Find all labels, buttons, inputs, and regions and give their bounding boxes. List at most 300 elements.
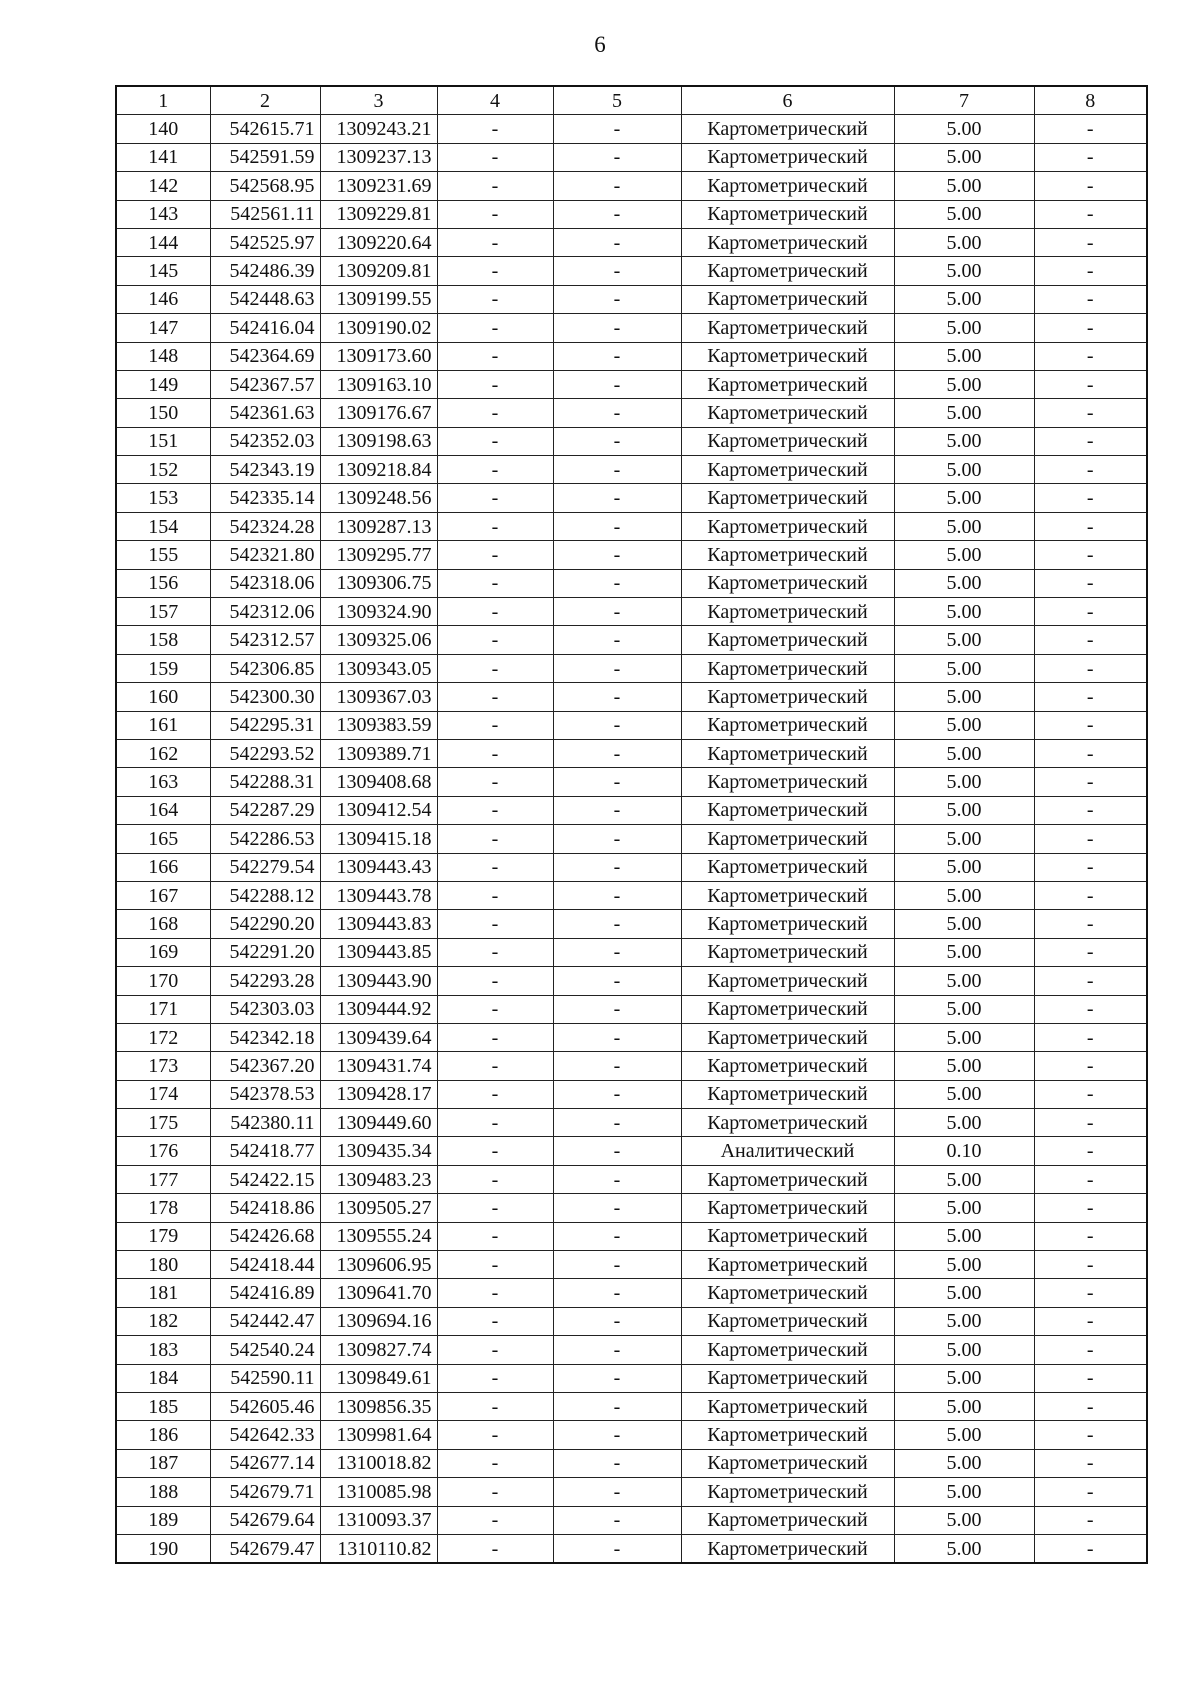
table-row (116, 1109, 1147, 1137)
y-coordinate-cell: 1309190.02 (320, 314, 437, 342)
method-cell: Картометрический (681, 1336, 894, 1364)
x-coordinate-cell: 542306.85 (210, 654, 320, 682)
y-coordinate-cell: 1309415.18 (320, 825, 437, 853)
point-number-cell: 172 (116, 1023, 210, 1051)
col5-cell: - (553, 881, 681, 909)
col8-cell: - (1034, 1165, 1147, 1193)
method-cell: Картометрический (681, 1279, 894, 1307)
col5-cell: - (553, 115, 681, 143)
accuracy-cell: 5.00 (894, 1052, 1034, 1080)
method-cell: Картометрический (681, 257, 894, 285)
col4-cell: - (437, 995, 553, 1023)
col4-cell: - (437, 1534, 553, 1563)
y-coordinate-cell: 1310018.82 (320, 1449, 437, 1477)
accuracy-cell: 5.00 (894, 768, 1034, 796)
point-number-cell: 143 (116, 200, 210, 228)
table-row (116, 427, 1147, 455)
col8-cell: - (1034, 1137, 1147, 1165)
col5-cell: - (553, 711, 681, 739)
col8-cell: - (1034, 1506, 1147, 1534)
x-coordinate-cell: 542416.89 (210, 1279, 320, 1307)
accuracy-cell: 5.00 (894, 1336, 1034, 1364)
accuracy-cell: 5.00 (894, 172, 1034, 200)
coordinates-table (115, 85, 1148, 1564)
method-cell: Картометрический (681, 1165, 894, 1193)
point-number-cell: 174 (116, 1080, 210, 1108)
col8-cell: - (1034, 1534, 1147, 1563)
method-cell: Картометрический (681, 796, 894, 824)
col8-cell: - (1034, 427, 1147, 455)
point-number-cell: 156 (116, 569, 210, 597)
col8-cell: - (1034, 172, 1147, 200)
y-coordinate-cell: 1309641.70 (320, 1279, 437, 1307)
table-row (116, 1222, 1147, 1250)
x-coordinate-cell: 542561.11 (210, 200, 320, 228)
y-coordinate-cell: 1309449.60 (320, 1109, 437, 1137)
accuracy-cell: 5.00 (894, 1421, 1034, 1449)
y-coordinate-cell: 1309367.03 (320, 683, 437, 711)
accuracy-cell: 5.00 (894, 1194, 1034, 1222)
col4-cell: - (437, 1165, 553, 1193)
col5-cell: - (553, 626, 681, 654)
col5-cell: - (553, 995, 681, 1023)
col4-cell: - (437, 1080, 553, 1108)
col8-cell: - (1034, 1194, 1147, 1222)
point-number-cell: 178 (116, 1194, 210, 1222)
table-row (116, 1023, 1147, 1051)
accuracy-cell: 5.00 (894, 910, 1034, 938)
x-coordinate-cell: 542677.14 (210, 1449, 320, 1477)
col5-cell: - (553, 967, 681, 995)
y-coordinate-cell: 1309443.43 (320, 853, 437, 881)
y-coordinate-cell: 1310093.37 (320, 1506, 437, 1534)
point-number-cell: 142 (116, 172, 210, 200)
x-coordinate-cell: 542295.31 (210, 711, 320, 739)
column-header: 3 (320, 86, 437, 115)
col4-cell: - (437, 1052, 553, 1080)
x-coordinate-cell: 542279.54 (210, 853, 320, 881)
y-coordinate-cell: 1309229.81 (320, 200, 437, 228)
method-cell: Картометрический (681, 541, 894, 569)
method-cell: Картометрический (681, 1421, 894, 1449)
column-header: 4 (437, 86, 553, 115)
col8-cell: - (1034, 1109, 1147, 1137)
y-coordinate-cell: 1309306.75 (320, 569, 437, 597)
col8-cell: - (1034, 1478, 1147, 1506)
col8-cell: - (1034, 143, 1147, 171)
col4-cell: - (437, 541, 553, 569)
col8-cell: - (1034, 1421, 1147, 1449)
col5-cell: - (553, 342, 681, 370)
col4-cell: - (437, 115, 553, 143)
method-cell: Картометрический (681, 1251, 894, 1279)
col5-cell: - (553, 1336, 681, 1364)
table-row (116, 995, 1147, 1023)
col8-cell: - (1034, 1052, 1147, 1080)
col8-cell: - (1034, 654, 1147, 682)
point-number-cell: 161 (116, 711, 210, 739)
method-cell: Картометрический (681, 739, 894, 767)
table-row (116, 1137, 1147, 1165)
col8-cell: - (1034, 399, 1147, 427)
y-coordinate-cell: 1309444.92 (320, 995, 437, 1023)
col8-cell: - (1034, 1307, 1147, 1335)
col8-cell: - (1034, 541, 1147, 569)
point-number-cell: 149 (116, 370, 210, 398)
column-header: 5 (553, 86, 681, 115)
table-row (116, 1194, 1147, 1222)
accuracy-cell: 5.00 (894, 456, 1034, 484)
y-coordinate-cell: 1309483.23 (320, 1165, 437, 1193)
point-number-cell: 145 (116, 257, 210, 285)
method-cell: Картометрический (681, 825, 894, 853)
point-number-cell: 181 (116, 1279, 210, 1307)
x-coordinate-cell: 542568.95 (210, 172, 320, 200)
table-row (116, 881, 1147, 909)
y-coordinate-cell: 1309439.64 (320, 1023, 437, 1051)
x-coordinate-cell: 542291.20 (210, 938, 320, 966)
y-coordinate-cell: 1309443.83 (320, 910, 437, 938)
col5-cell: - (553, 427, 681, 455)
point-number-cell: 185 (116, 1392, 210, 1420)
col8-cell: - (1034, 626, 1147, 654)
col5-cell: - (553, 569, 681, 597)
accuracy-cell: 5.00 (894, 569, 1034, 597)
y-coordinate-cell: 1309325.06 (320, 626, 437, 654)
y-coordinate-cell: 1309412.54 (320, 796, 437, 824)
accuracy-cell: 5.00 (894, 711, 1034, 739)
col8-cell: - (1034, 1336, 1147, 1364)
table-row (116, 1336, 1147, 1364)
col4-cell: - (437, 257, 553, 285)
col4-cell: - (437, 1251, 553, 1279)
y-coordinate-cell: 1309198.63 (320, 427, 437, 455)
table-row (116, 1478, 1147, 1506)
table-header-row (116, 86, 1147, 115)
x-coordinate-cell: 542335.14 (210, 484, 320, 512)
method-cell: Картометрический (681, 1109, 894, 1137)
col4-cell: - (437, 200, 553, 228)
method-cell: Картометрический (681, 711, 894, 739)
method-cell: Картометрический (681, 200, 894, 228)
x-coordinate-cell: 542288.31 (210, 768, 320, 796)
x-coordinate-cell: 542293.52 (210, 739, 320, 767)
accuracy-cell: 5.00 (894, 825, 1034, 853)
accuracy-cell: 5.00 (894, 115, 1034, 143)
y-coordinate-cell: 1309209.81 (320, 257, 437, 285)
col8-cell: - (1034, 512, 1147, 540)
point-number-cell: 169 (116, 938, 210, 966)
accuracy-cell: 5.00 (894, 1251, 1034, 1279)
point-number-cell: 183 (116, 1336, 210, 1364)
y-coordinate-cell: 1309220.64 (320, 228, 437, 256)
col4-cell: - (437, 484, 553, 512)
col8-cell: - (1034, 598, 1147, 626)
col4-cell: - (437, 399, 553, 427)
column-header: 6 (681, 86, 894, 115)
table-row (116, 1392, 1147, 1420)
col8-cell: - (1034, 881, 1147, 909)
method-cell: Картометрический (681, 654, 894, 682)
point-number-cell: 166 (116, 853, 210, 881)
y-coordinate-cell: 1309443.85 (320, 938, 437, 966)
accuracy-cell: 5.00 (894, 683, 1034, 711)
point-number-cell: 176 (116, 1137, 210, 1165)
point-number-cell: 162 (116, 739, 210, 767)
x-coordinate-cell: 542286.53 (210, 825, 320, 853)
point-number-cell: 163 (116, 768, 210, 796)
method-cell: Картометрический (681, 881, 894, 909)
table-row (116, 1251, 1147, 1279)
col5-cell: - (553, 143, 681, 171)
col8-cell: - (1034, 1080, 1147, 1108)
x-coordinate-cell: 542590.11 (210, 1364, 320, 1392)
y-coordinate-cell: 1309243.21 (320, 115, 437, 143)
col5-cell: - (553, 910, 681, 938)
col8-cell: - (1034, 683, 1147, 711)
col5-cell: - (553, 172, 681, 200)
method-cell: Картометрический (681, 1080, 894, 1108)
x-coordinate-cell: 542418.77 (210, 1137, 320, 1165)
x-coordinate-cell: 542605.46 (210, 1392, 320, 1420)
method-cell: Картометрический (681, 143, 894, 171)
accuracy-cell: 5.00 (894, 853, 1034, 881)
col5-cell: - (553, 1421, 681, 1449)
table-row (116, 825, 1147, 853)
table-row (116, 370, 1147, 398)
y-coordinate-cell: 1309324.90 (320, 598, 437, 626)
column-header: 2 (210, 86, 320, 115)
accuracy-cell: 5.00 (894, 512, 1034, 540)
table-row (116, 853, 1147, 881)
x-coordinate-cell: 542293.28 (210, 967, 320, 995)
x-coordinate-cell: 542615.71 (210, 115, 320, 143)
col5-cell: - (553, 1364, 681, 1392)
point-number-cell: 155 (116, 541, 210, 569)
x-coordinate-cell: 542288.12 (210, 881, 320, 909)
accuracy-cell: 5.00 (894, 938, 1034, 966)
col4-cell: - (437, 881, 553, 909)
y-coordinate-cell: 1309408.68 (320, 768, 437, 796)
table-row (116, 228, 1147, 256)
table-row (116, 598, 1147, 626)
accuracy-cell: 5.00 (894, 1534, 1034, 1563)
accuracy-cell: 5.00 (894, 1449, 1034, 1477)
col8-cell: - (1034, 739, 1147, 767)
col5-cell: - (553, 1506, 681, 1534)
col8-cell: - (1034, 484, 1147, 512)
point-number-cell: 144 (116, 228, 210, 256)
col4-cell: - (437, 1194, 553, 1222)
col4-cell: - (437, 569, 553, 597)
y-coordinate-cell: 1309435.34 (320, 1137, 437, 1165)
table-row (116, 967, 1147, 995)
x-coordinate-cell: 542303.03 (210, 995, 320, 1023)
point-number-cell: 171 (116, 995, 210, 1023)
col8-cell: - (1034, 1251, 1147, 1279)
method-cell: Аналитический (681, 1137, 894, 1165)
col5-cell: - (553, 768, 681, 796)
col8-cell: - (1034, 711, 1147, 739)
accuracy-cell: 5.00 (894, 1506, 1034, 1534)
accuracy-cell: 5.00 (894, 1392, 1034, 1420)
table-row (116, 399, 1147, 427)
col4-cell: - (437, 1109, 553, 1137)
y-coordinate-cell: 1310110.82 (320, 1534, 437, 1563)
method-cell: Картометрический (681, 399, 894, 427)
col4-cell: - (437, 172, 553, 200)
col8-cell: - (1034, 569, 1147, 597)
col8-cell: - (1034, 995, 1147, 1023)
col5-cell: - (553, 598, 681, 626)
page-number: 6 (594, 32, 606, 57)
col8-cell: - (1034, 853, 1147, 881)
table-body (116, 115, 1147, 1563)
accuracy-cell: 5.00 (894, 257, 1034, 285)
y-coordinate-cell: 1309443.90 (320, 967, 437, 995)
col5-cell: - (553, 314, 681, 342)
x-coordinate-cell: 542361.63 (210, 399, 320, 427)
method-cell: Картометрический (681, 995, 894, 1023)
y-coordinate-cell: 1309505.27 (320, 1194, 437, 1222)
x-coordinate-cell: 542300.30 (210, 683, 320, 711)
col4-cell: - (437, 1506, 553, 1534)
col4-cell: - (437, 796, 553, 824)
col4-cell: - (437, 598, 553, 626)
col8-cell: - (1034, 200, 1147, 228)
accuracy-cell: 5.00 (894, 228, 1034, 256)
method-cell: Картометрический (681, 484, 894, 512)
accuracy-cell: 5.00 (894, 654, 1034, 682)
col4-cell: - (437, 1279, 553, 1307)
x-coordinate-cell: 542343.19 (210, 456, 320, 484)
point-number-cell: 190 (116, 1534, 210, 1563)
col8-cell: - (1034, 1222, 1147, 1250)
col8-cell: - (1034, 285, 1147, 313)
col8-cell: - (1034, 1392, 1147, 1420)
y-coordinate-cell: 1309295.77 (320, 541, 437, 569)
point-number-cell: 153 (116, 484, 210, 512)
col4-cell: - (437, 626, 553, 654)
y-coordinate-cell: 1309428.17 (320, 1080, 437, 1108)
accuracy-cell: 5.00 (894, 1023, 1034, 1051)
x-coordinate-cell: 542591.59 (210, 143, 320, 171)
accuracy-cell: 5.00 (894, 427, 1034, 455)
method-cell: Картометрический (681, 768, 894, 796)
table-row (116, 1307, 1147, 1335)
point-number-cell: 173 (116, 1052, 210, 1080)
col4-cell: - (437, 512, 553, 540)
x-coordinate-cell: 542679.71 (210, 1478, 320, 1506)
column-header: 8 (1034, 86, 1147, 115)
table-row (116, 1534, 1147, 1563)
accuracy-cell: 5.00 (894, 1364, 1034, 1392)
col4-cell: - (437, 1478, 553, 1506)
table-row (116, 1449, 1147, 1477)
point-number-cell: 148 (116, 342, 210, 370)
col8-cell: - (1034, 257, 1147, 285)
col5-cell: - (553, 654, 681, 682)
col5-cell: - (553, 1449, 681, 1477)
x-coordinate-cell: 542342.18 (210, 1023, 320, 1051)
method-cell: Картометрический (681, 1392, 894, 1420)
col4-cell: - (437, 143, 553, 171)
y-coordinate-cell: 1309694.16 (320, 1307, 437, 1335)
table-row (116, 1506, 1147, 1534)
y-coordinate-cell: 1309389.71 (320, 739, 437, 767)
y-coordinate-cell: 1309343.05 (320, 654, 437, 682)
table-row (116, 739, 1147, 767)
col4-cell: - (437, 1364, 553, 1392)
col4-cell: - (437, 1137, 553, 1165)
method-cell: Картометрический (681, 1478, 894, 1506)
y-coordinate-cell: 1309827.74 (320, 1336, 437, 1364)
col5-cell: - (553, 1392, 681, 1420)
table-row (116, 1364, 1147, 1392)
point-number-cell: 179 (116, 1222, 210, 1250)
col5-cell: - (553, 370, 681, 398)
col4-cell: - (437, 1307, 553, 1335)
table-row (116, 541, 1147, 569)
col5-cell: - (553, 512, 681, 540)
table-row (116, 626, 1147, 654)
col4-cell: - (437, 228, 553, 256)
x-coordinate-cell: 542312.57 (210, 626, 320, 654)
x-coordinate-cell: 542418.86 (210, 1194, 320, 1222)
x-coordinate-cell: 542448.63 (210, 285, 320, 313)
y-coordinate-cell: 1309199.55 (320, 285, 437, 313)
accuracy-cell: 5.00 (894, 1478, 1034, 1506)
col5-cell: - (553, 1080, 681, 1108)
table-row (116, 257, 1147, 285)
column-header: 7 (894, 86, 1034, 115)
accuracy-cell: 5.00 (894, 995, 1034, 1023)
col5-cell: - (553, 228, 681, 256)
method-cell: Картометрический (681, 626, 894, 654)
point-number-cell: 180 (116, 1251, 210, 1279)
col8-cell: - (1034, 825, 1147, 853)
x-coordinate-cell: 542318.06 (210, 569, 320, 597)
table-row (116, 172, 1147, 200)
y-coordinate-cell: 1309981.64 (320, 1421, 437, 1449)
method-cell: Картометрический (681, 456, 894, 484)
method-cell: Картометрический (681, 1023, 894, 1051)
col8-cell: - (1034, 342, 1147, 370)
point-number-cell: 152 (116, 456, 210, 484)
x-coordinate-cell: 542352.03 (210, 427, 320, 455)
table-row (116, 910, 1147, 938)
method-cell: Картометрический (681, 228, 894, 256)
col4-cell: - (437, 342, 553, 370)
col8-cell: - (1034, 796, 1147, 824)
x-coordinate-cell: 542380.11 (210, 1109, 320, 1137)
col5-cell: - (553, 1478, 681, 1506)
col5-cell: - (553, 1109, 681, 1137)
method-cell: Картометрический (681, 1194, 894, 1222)
col5-cell: - (553, 938, 681, 966)
method-cell: Картометрический (681, 1364, 894, 1392)
method-cell: Картометрический (681, 427, 894, 455)
col5-cell: - (553, 825, 681, 853)
col8-cell: - (1034, 967, 1147, 995)
point-number-cell: 154 (116, 512, 210, 540)
x-coordinate-cell: 542290.20 (210, 910, 320, 938)
col8-cell: - (1034, 456, 1147, 484)
point-number-cell: 160 (116, 683, 210, 711)
y-coordinate-cell: 1309443.78 (320, 881, 437, 909)
point-number-cell: 140 (116, 115, 210, 143)
col5-cell: - (553, 853, 681, 881)
